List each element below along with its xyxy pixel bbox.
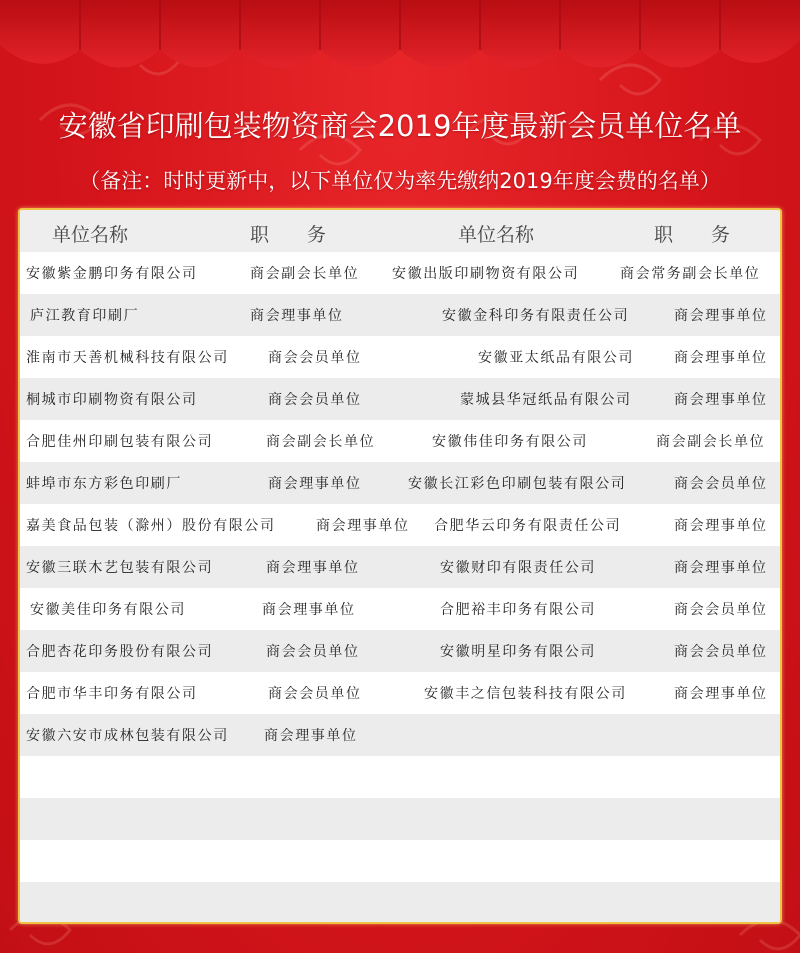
- company-cell: 蒙城县华冠纸品有限公司: [460, 392, 632, 408]
- table-row: [20, 672, 780, 714]
- table-row: [20, 714, 780, 756]
- company-cell: 安徽金科印务有限责任公司: [442, 308, 630, 324]
- company-cell: 安徽伟佳印务有限公司: [432, 434, 588, 450]
- role-cell: 商会会员单位: [268, 350, 362, 366]
- role-cell: 商会副会长单位: [266, 434, 376, 450]
- role-cell: 商会会员单位: [268, 686, 362, 702]
- company-cell: 安徽丰之信包装科技有限公司: [424, 686, 627, 702]
- company-cell: 安徽明星印务有限公司: [440, 644, 596, 660]
- header-company-1: 单位名称: [52, 224, 129, 246]
- table-row: [20, 420, 780, 462]
- role-cell: 商会理事单位: [250, 308, 344, 324]
- role-cell: 商会理事单位: [674, 308, 768, 324]
- company-cell: 合肥裕丰印务有限公司: [440, 602, 596, 618]
- company-cell: 安徽出版印刷物资有限公司: [392, 266, 580, 282]
- role-cell: 商会理事单位: [674, 350, 768, 366]
- table-row: [20, 798, 780, 840]
- role-cell: 商会会员单位: [674, 644, 768, 660]
- role-cell: 商会理事单位: [264, 728, 358, 744]
- table-row: [20, 462, 780, 504]
- company-cell: 蚌埠市东方彩色印刷厂: [26, 476, 182, 492]
- role-cell: 商会理事单位: [674, 686, 768, 702]
- company-cell: 桐城市印刷物资有限公司: [26, 392, 198, 408]
- company-cell: 安徽紫金鹏印务有限公司: [26, 266, 198, 282]
- table-row: [20, 294, 780, 336]
- company-cell: 安徽亚太纸品有限公司: [478, 350, 634, 366]
- role-cell: 商会会员单位: [266, 644, 360, 660]
- role-cell: 商会常务副会长单位: [620, 266, 761, 282]
- company-cell: 合肥市华丰印务有限公司: [26, 686, 198, 702]
- table-row: [20, 378, 780, 420]
- table-row: [20, 504, 780, 546]
- page-note: （备注：时时更新中，以下单位仅为率先缴纳2019年度会费的名单）: [79, 169, 721, 193]
- table-row: [20, 756, 780, 798]
- member-table: [18, 208, 782, 924]
- company-cell: 合肥华云印务有限责任公司: [434, 518, 622, 534]
- role-cell: 商会会员单位: [268, 392, 362, 408]
- header-role-2: 职 务: [654, 224, 731, 246]
- role-cell: 商会副会长单位: [250, 266, 360, 282]
- company-cell: 安徽长江彩色印刷包装有限公司: [408, 476, 627, 492]
- role-cell: 商会理事单位: [266, 560, 360, 576]
- company-cell: 安徽三联木艺包装有限公司: [26, 560, 214, 576]
- table-row: [20, 588, 780, 630]
- role-cell: 商会理事单位: [674, 392, 768, 408]
- role-cell: 商会理事单位: [268, 476, 362, 492]
- table-row: [20, 882, 780, 924]
- table-row: [20, 840, 780, 882]
- company-cell: 合肥佳州印刷包装有限公司: [26, 434, 214, 450]
- role-cell: 商会副会长单位: [656, 434, 766, 450]
- table-row: [20, 252, 780, 294]
- company-cell: 安徽美佳印务有限公司: [30, 602, 186, 618]
- role-cell: 商会会员单位: [674, 602, 768, 618]
- role-cell: 商会理事单位: [674, 560, 768, 576]
- table-header: [20, 210, 780, 252]
- company-cell: 安徽财印有限责任公司: [440, 560, 596, 576]
- curtain-valance: [0, 0, 800, 90]
- company-cell: 安徽六安市成林包装有限公司: [26, 728, 229, 744]
- role-cell: 商会会员单位: [674, 476, 768, 492]
- page-title: 安徽省印刷包装物资商会2019年度最新会员单位名单: [58, 109, 742, 143]
- header-company-2: 单位名称: [458, 224, 535, 246]
- table-row: [20, 630, 780, 672]
- table-row: [20, 546, 780, 588]
- company-cell: 合肥杏花印务股份有限公司: [26, 644, 214, 660]
- header-role-1: 职 务: [250, 224, 327, 246]
- company-cell: 淮南市天善机械科技有限公司: [26, 350, 229, 366]
- table-row: [20, 336, 780, 378]
- company-cell: 嘉美食品包装（滁州）股份有限公司: [26, 518, 276, 534]
- role-cell: 商会理事单位: [674, 518, 768, 534]
- role-cell: 商会理事单位: [262, 602, 356, 618]
- company-cell: 庐江教育印刷厂: [30, 308, 140, 324]
- role-cell: 商会理事单位: [316, 518, 410, 534]
